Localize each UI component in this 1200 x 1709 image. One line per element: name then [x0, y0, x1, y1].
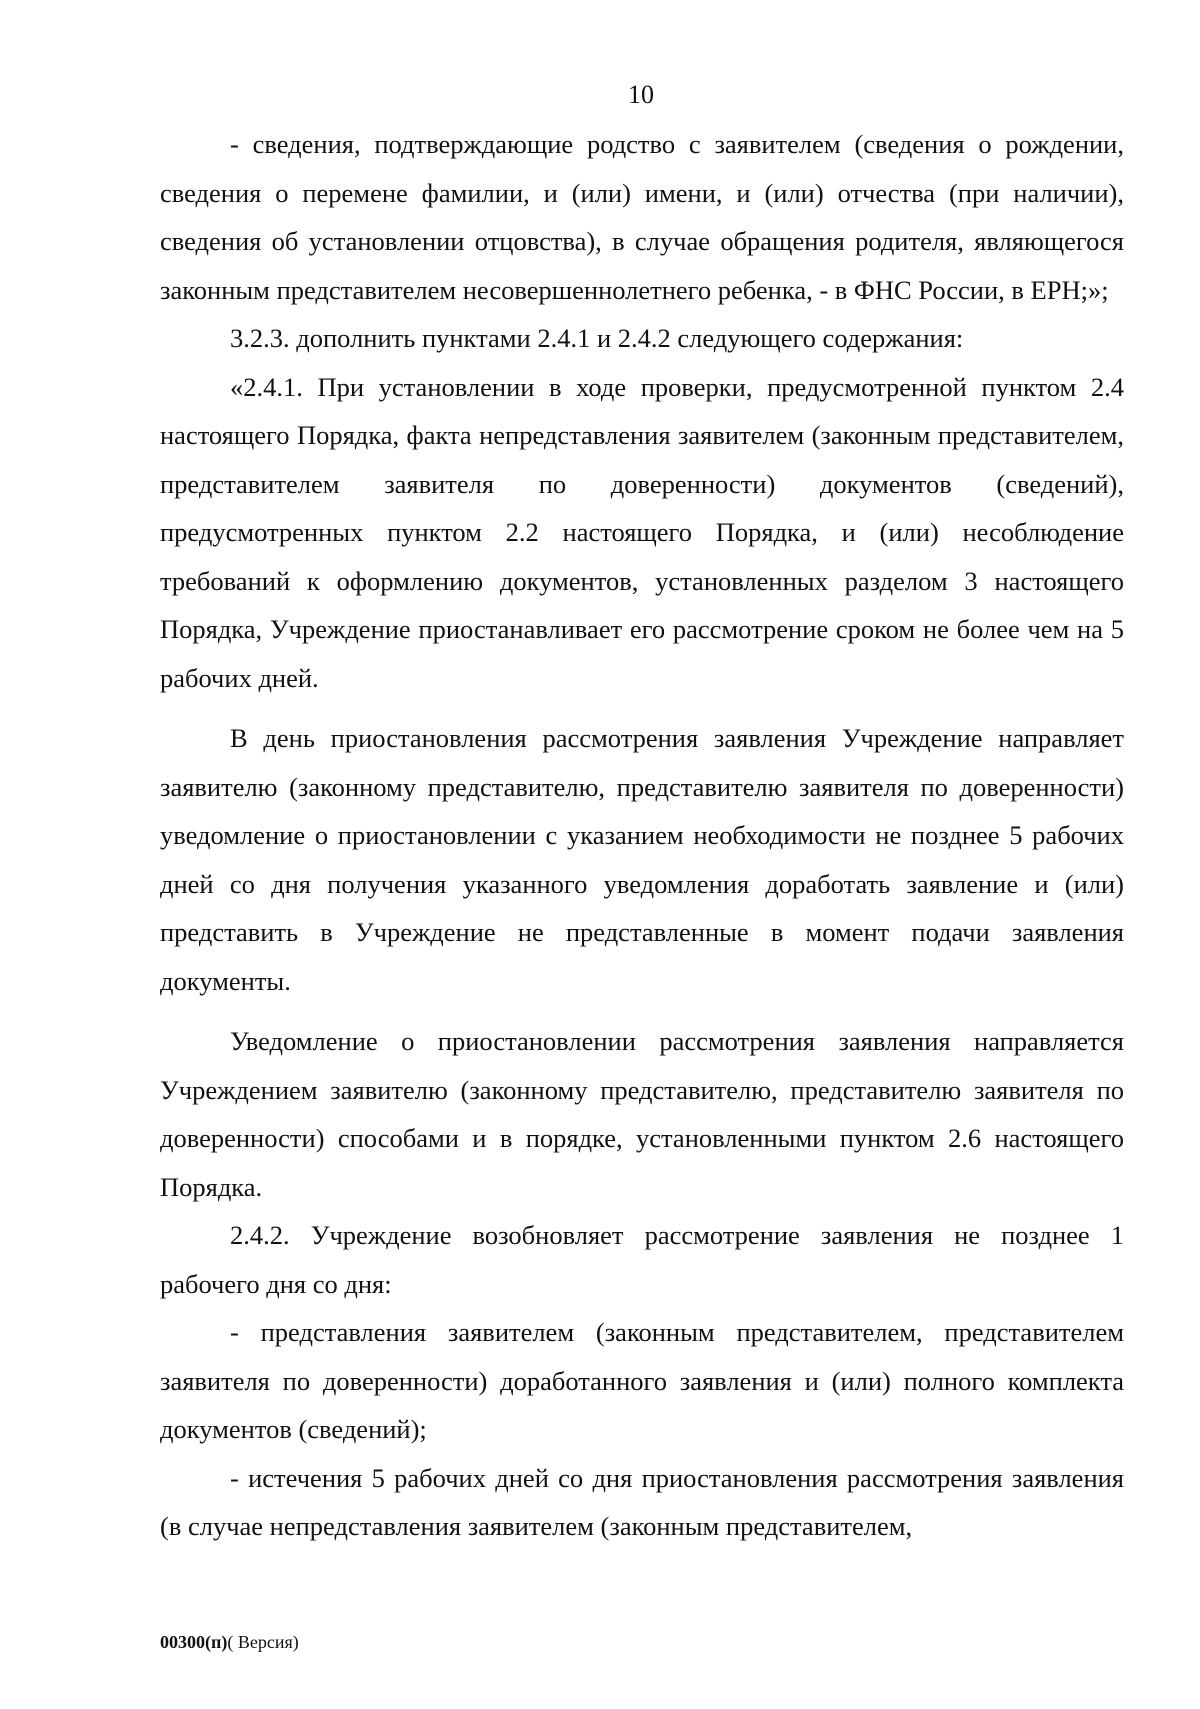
paragraph-3-2-3: 3.2.3. дополнить пунктами 2.4.1 и 2.4.2 следующего содержания:	[230, 323, 964, 353]
paragraph-kinship-info: - сведения, подтверждающие родство с заявителем (сведения о рождении, сведения о перемене фамилии, и (или) имени, и (или) отчества (при наличии), сведения об установлении отцовства), в случае обращения родителя, являющегося законным представителем несовершеннолетнего ребенка, - в ФНС России, в ЕРН;»;	[160, 129, 1124, 305]
document-footer	[160, 1630, 299, 1654]
document-version: ( Версия)	[227, 1632, 299, 1652]
paragraph-suspension-notice-method: Уведомление о приостановлении рассмотрения заявления направляется Учреждением заявителю (законному представителю, представителю заявителя по доверенности) способами и в порядке, установленными пунктом 2.6 настоящего Порядка.	[160, 1026, 1124, 1202]
paragraph-2-4-2: 2.4.2. Учреждение возобновляет рассмотрение заявления не позднее 1 рабочего дня со дня:	[160, 1220, 1124, 1299]
page-number: 10	[628, 80, 654, 109]
document-body	[160, 120, 1124, 1551]
paragraph-resume-on-expiry: - истечения 5 рабочих дней со дня приостановления рассмотрения заявления (в случае непредставления заявителем (законным представителем,	[160, 1462, 1124, 1541]
document-code: 00300(п)	[160, 1632, 228, 1652]
paragraph-suspension-notice-day: В день приостановления рассмотрения заявления Учреждение направляет заявителю (законному представителю, представителю заявителя по доверенности) уведомление о приостановлении с указанием необходимости не позднее 5 рабочих дней со дня получения указанного уведомления доработать заявление и (или) представить в Учреждение не представленные в момент подачи заявления документы.	[160, 723, 1124, 996]
paragraph-2-4-1: «2.4.1. При установлении в ходе проверки, предусмотренной пунктом 2.4 настоящего Порядка, факта непредставления заявителем (законным представителем, представителем заявителя по доверенности) документов (сведений), предусмотренных пунктом 2.2 настоящего Порядка, и (или) несоблюдение требований к оформлению документов, установленных разделом 3 настоящего Порядка, Учреждение приостанавливает его рассмотрение сроком не более чем на 5 рабочих дней.	[160, 371, 1124, 693]
paragraph-resume-on-submission: - представления заявителем (законным представителем, представителем заявителя по доверенности) доработанного заявления и (или) полного комплекта документов (сведений);	[160, 1317, 1124, 1444]
